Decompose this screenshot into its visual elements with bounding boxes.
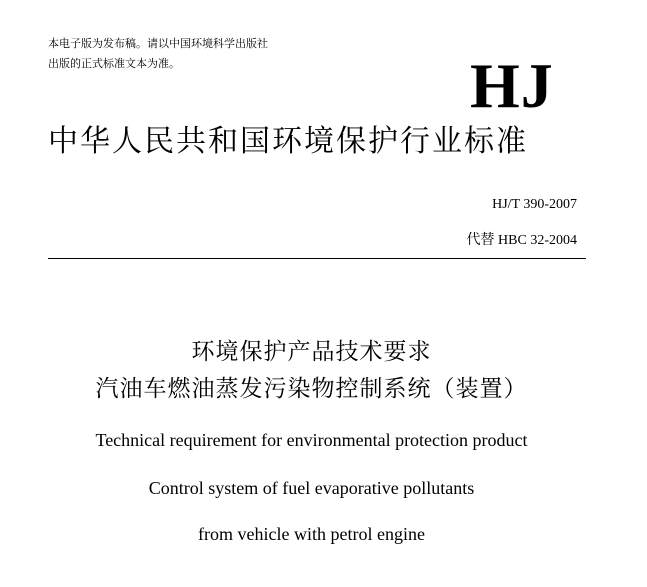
standard-code: HJ/T 390-2007 [492,197,577,212]
hj-logo: HJ [470,50,554,121]
release-notice-line-2: 出版的正式标准文本为准。 [48,57,180,70]
release-notice-line-1: 本电子版为发布稿。请以中国环境科学出版社 [48,37,268,50]
english-title-line-1: Technical requirement for environmental protection product [95,430,528,450]
release-notice [48,34,268,74]
standard-category-title: 中华人民共和国环境保护行业标准 [48,124,528,159]
replaces-standard: 代替 HBC 32-2004 [466,233,577,248]
english-title-line-2: Control system of fuel evaporative pollutants [148,478,475,498]
chinese-title-line-2: 汽油车燃油蒸发污染物控制系统（装置） [95,376,528,402]
english-title-line-3: from vehicle with petrol engine [198,524,425,544]
header-divider [48,258,586,259]
chinese-title-line-1: 环境保护产品技术要求 [191,339,432,365]
